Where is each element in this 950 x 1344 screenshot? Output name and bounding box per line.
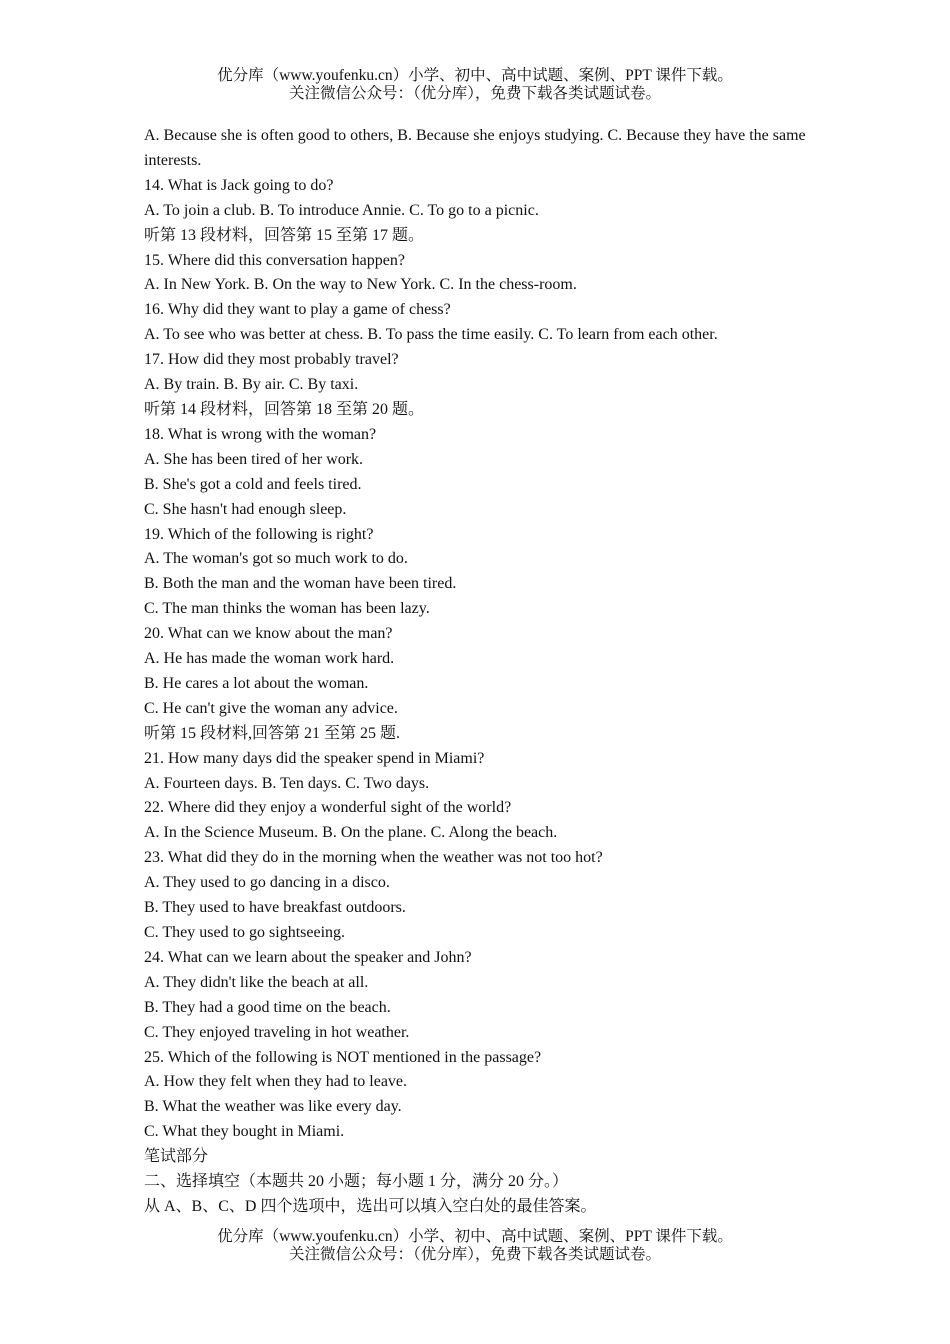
question-16: 16. Why did they want to play a game of chess? (144, 301, 451, 319)
question-15: 15. Where did this conversation happen? (144, 251, 405, 269)
header-line-1: 优分库（www.youfenku.cn）小学、初中、高中试题、案例、PPT 课件下载。 (217, 67, 733, 84)
header-line-2: 关注微信公众号：（优分库），免费下载各类试题试卷。 (288, 85, 661, 102)
option-18-c: C. She hasn't had enough sleep. (144, 500, 347, 518)
section-two-instruction: 从 A、B、C、D 四个选项中，选出可以填入空白处的最佳答案。 (144, 1197, 597, 1215)
question-17: 17. How did they most probably travel? (144, 351, 399, 369)
option-19-a: A. The woman's got so much work to do. (144, 550, 408, 568)
section-instruction-15: 听第 15 段材料,回答第 21 至第 25 题. (144, 724, 401, 742)
option-20-b: B. He cares a lot about the woman. (144, 674, 369, 692)
option-25-c: C. What they bought in Miami. (144, 1123, 345, 1141)
question-19: 19. Which of the following is right? (144, 525, 374, 543)
answer-options-q14: A. To join a club. B. To introduce Annie. C. To go to a picnic. (144, 201, 539, 219)
option-19-b: B. Both the man and the woman have been tired. (144, 575, 457, 593)
option-23-a: A. They used to go dancing in a disco. (144, 874, 390, 892)
answer-options-q17: A. By train. B. By air. C. By taxi. (144, 376, 359, 394)
question-24: 24. What can we learn about the speaker and John? (144, 948, 472, 966)
answer-options-q21: A. Fourteen days. B. Ten days. C. Two days. (144, 774, 430, 792)
option-24-a: A. They didn't like the beach at all. (144, 973, 369, 991)
question-23: 23. What did they do in the morning when the weather was not too hot? (144, 849, 603, 867)
option-25-b: B. What the weather was like every day. (144, 1098, 402, 1116)
answer-options-q13: A. Because she is often good to others, B. Because she enjoys studying. C. Because they have the same interests. (144, 127, 806, 169)
section-two-heading: 二、选择填空（本题共 20 小题；每小题 1 分，满分 20 分。） (144, 1173, 569, 1191)
option-25-a: A. How they felt when they had to leave. (144, 1073, 408, 1091)
footer-line-2: 关注微信公众号：（优分库），免费下载各类试题试卷。 (288, 1246, 661, 1263)
footer-line-1: 优分库（www.youfenku.cn）小学、初中、高中试题、案例、PPT 课件下载。 (217, 1228, 733, 1245)
document-body (144, 124, 812, 1220)
option-18-b: B. She's got a cold and feels tired. (144, 475, 362, 493)
option-20-a: A. He has made the woman work hard. (144, 650, 395, 668)
question-20: 20. What can we know about the man? (144, 625, 393, 643)
option-20-c: C. He can't give the woman any advice. (144, 699, 398, 717)
page-header (0, 67, 950, 103)
option-18-a: A. She has been tired of her work. (144, 450, 364, 468)
question-25: 25. Which of the following is NOT mentioned in the passage? (144, 1048, 542, 1066)
option-19-c: C. The man thinks the woman has been lazy. (144, 600, 430, 618)
option-24-b: B. They had a good time on the beach. (144, 998, 391, 1016)
answer-options-q15: A. In New York. B. On the way to New York. C. In the chess-room. (144, 276, 577, 294)
question-21: 21. How many days did the speaker spend in Miami? (144, 749, 485, 767)
question-18: 18. What is wrong with the woman? (144, 425, 377, 443)
written-part-heading: 笔试部分 (144, 1148, 209, 1166)
section-instruction-13: 听第 13 段材料，回答第 15 至第 17 题。 (144, 226, 425, 244)
option-23-b: B. They used to have breakfast outdoors. (144, 899, 406, 917)
option-24-c: C. They enjoyed traveling in hot weather. (144, 1023, 410, 1041)
question-14: 14. What is Jack going to do? (144, 176, 334, 194)
question-22: 22. Where did they enjoy a wonderful sight of the world? (144, 799, 512, 817)
page-footer (0, 1228, 950, 1264)
option-23-c: C. They used to go sightseeing. (144, 924, 346, 941)
answer-options-q22: A. In the Science Museum. B. On the plane. C. Along the beach. (144, 824, 558, 842)
answer-options-q16: A. To see who was better at chess. B. To pass the time easily. C. To learn from each other. (144, 326, 718, 344)
section-instruction-14: 听第 14 段材料，回答第 18 至第 20 题。 (144, 400, 425, 418)
